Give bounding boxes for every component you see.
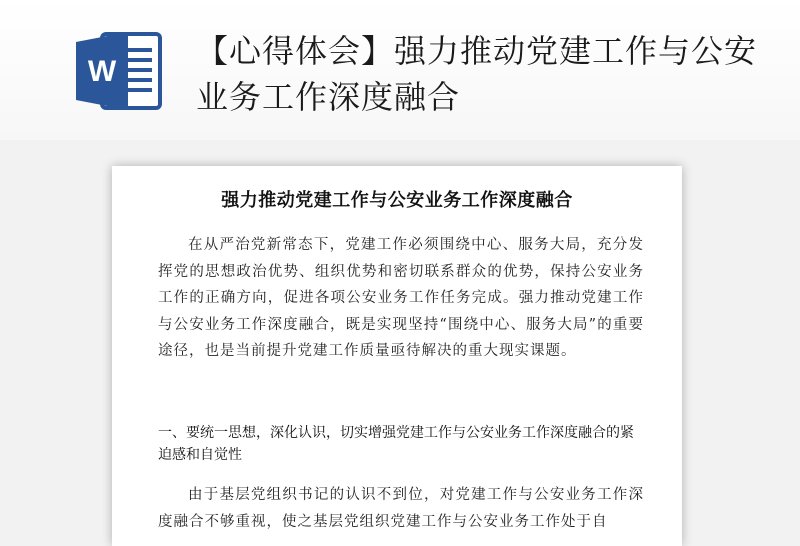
body-paragraph: 由于基层党组织书记的认识不到位，对党建工作与公安业务工作深度融合不够重视，使之基层党组织党建工作与公安业务工作处于自 bbox=[158, 487, 644, 530]
document-page bbox=[112, 166, 682, 546]
intro-paragraph: 在从严治党新常态下，党建工作必须围绕中心、服务大局，充分发挥党的思想政治优势、组织优势和密切联系群众的优势，保持公安业务工作的正确方向，促进各项公安业务工作任务完成。强力推动党建工作与公安业务工作深度融合，既是实现坚持“围绕中心、服务大局”的重要途径，也是当前提升党建工作质量亟待解决的重大现实课题。 bbox=[158, 237, 644, 359]
word-icon bbox=[76, 30, 166, 112]
document-title: 强力推动党建工作与公安业务工作深度融合 bbox=[221, 190, 573, 211]
banner bbox=[0, 0, 800, 140]
section-heading: 一、要统一思想，深化认识，切实增强党建工作与公安业务工作深度融合的紧迫感和自觉性 bbox=[158, 425, 634, 463]
page-title: 【心得体会】强力推动党建工作与公安业务工作深度融合 bbox=[196, 32, 758, 116]
word-icon-letter: W bbox=[87, 55, 117, 88]
